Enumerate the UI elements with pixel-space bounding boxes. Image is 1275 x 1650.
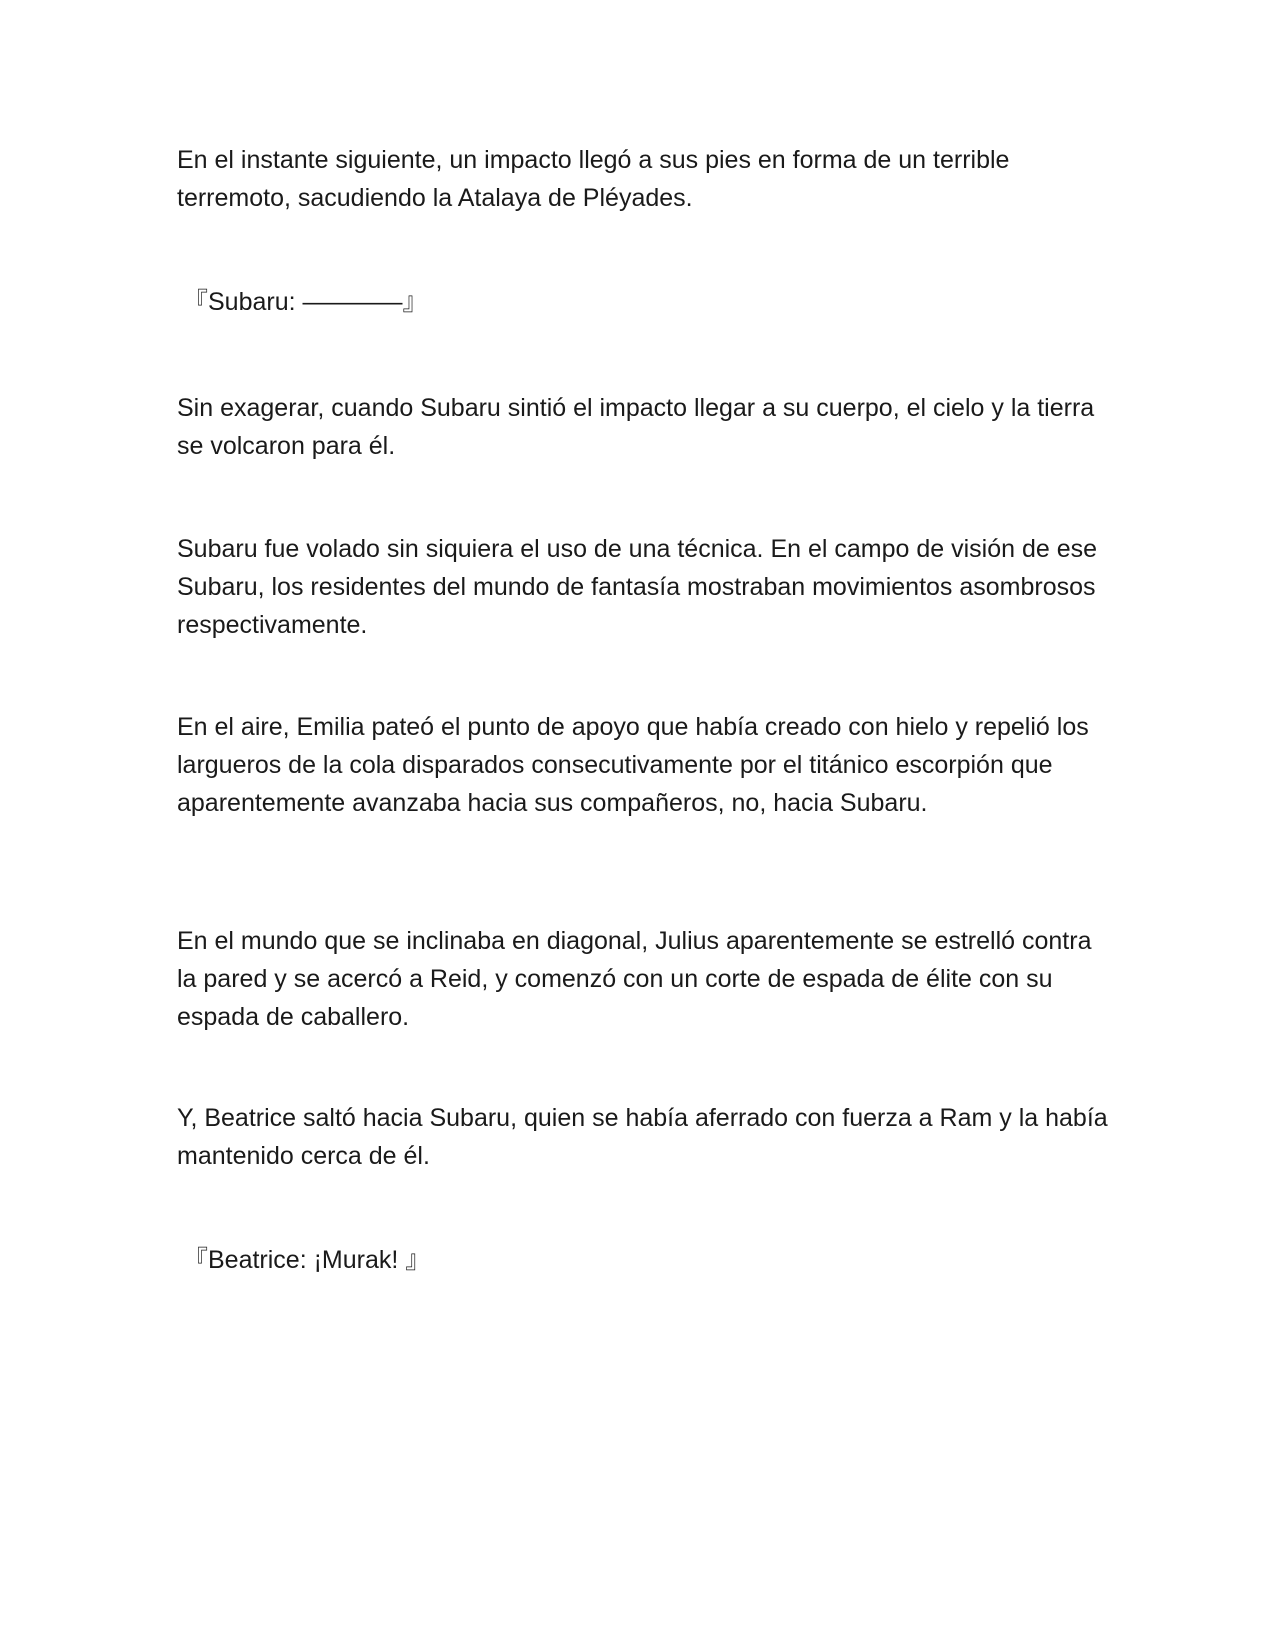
dialogue-beatrice: 『Beatrice: ¡Murak! 』	[183, 1246, 431, 1274]
dialogue-subaru: 『Subaru: ————』	[183, 288, 428, 316]
paragraph-4: En el aire, Emilia pateó el punto de apoyo que había creado con hielo y repelió los largueros de la cola disparados consecutivamente por el titánico escorpión que aparentemente avanzaba hacia sus compañeros, no, hacia Subaru.	[177, 713, 1089, 817]
paragraph-6: Y, Beatrice saltó hacia Subaru, quien se había aferrado con fuerza a Ram y la había mantenido cerca de él.	[177, 1104, 1108, 1170]
paragraph-3: Subaru fue volado sin siquiera el uso de una técnica. En el campo de visión de ese Subaru, los residentes del mundo de fantasía mostraban movimientos asombrosos respectivamente.	[177, 535, 1098, 639]
paragraph-2: Sin exagerar, cuando Subaru sintió el impacto llegar a su cuerpo, el cielo y la tierra se volcaron para él.	[177, 394, 1095, 460]
paragraph-1: En el instante siguiente, un impacto llegó a sus pies en forma de un terrible terremoto, sacudiendo la Atalaya de Pléyades.	[177, 146, 1010, 212]
paragraph-5: En el mundo que se inclinaba en diagonal, Julius aparentemente se estrelló contra la pared y se acercó a Reid, y comenzó con un corte de espada de élite con su espada de caballero.	[177, 927, 1092, 1031]
